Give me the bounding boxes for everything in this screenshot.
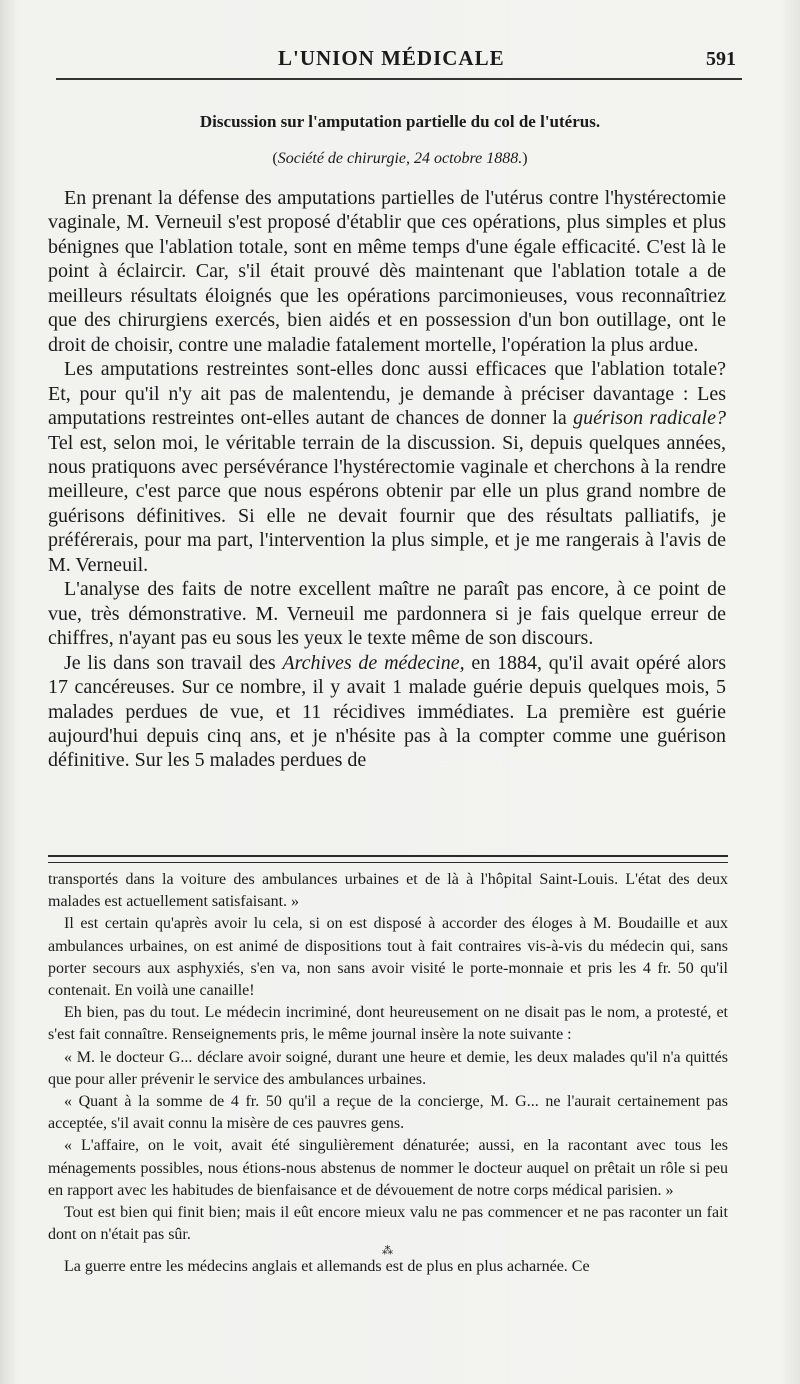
running-title: L'UNION MÉDICALE	[278, 46, 505, 70]
note-paragraph-3: Eh bien, pas du tout. Le médecin incriminé, dont heureusement on ne disait pas le nom, a protesté, et s'est fait connaître. Renseignements pris, le même journal insère la note suivante :	[48, 1004, 728, 1044]
note-paragraph-6: « L'affaire, on le voit, avait été singulièrement dénaturée; aussi, en la racontant avec tous les ménagements possibles, nous étions-nous abstenus de nommer le docteur auquel on prêtait un rôle si peu en rapport avec les habitudes de bienfaisance et de dévouement de notre corps médical parisien. »	[48, 1137, 728, 1199]
section-title: Discussion sur l'amputation partielle du col de l'utérus.	[199, 112, 601, 131]
note-paragraph-5: « Quant à la somme de 4 fr. 50 qu'il a reçue de la concierge, M. G... ne l'aurait certainement pas acceptée, s'il avait connu la misère de ces pauvres gens.	[48, 1093, 728, 1133]
paragraph-4-italic: Archives de médecine,	[282, 651, 465, 674]
main-text	[48, 186, 726, 773]
page-header	[48, 38, 748, 78]
subtitle-close: )	[522, 150, 528, 167]
paragraph-2-italic: guérison radicale?	[573, 407, 726, 430]
page-number: 591	[706, 48, 736, 70]
paragraph-2	[48, 357, 726, 577]
note-paragraph-4: « M. le docteur G... déclare avoir soigné, durant une heure et demie, les deux malades qu'il n'a quittés que pour aller prévenir le service des ambulances urbaines.	[48, 1048, 728, 1088]
notes-section	[48, 869, 728, 1279]
subtitle-source: Société de chirurgie, 24 octobre 1888.	[277, 150, 523, 167]
paragraph-3: L'analyse des faits de notre excellent maître ne paraît pas encore, à ce point de vue, très démonstrative. M. Verneuil me pardonnera si je fais quelque erreur de chiffres, n'ayant pas eu sous les yeux le texte même de son discours.	[48, 578, 726, 650]
note-paragraph-1: transportés dans la voiture des ambulances urbaines et de là à l'hôpital Saint-Louis. L'état des deux malades est actuellement satisfaisant. »	[48, 871, 728, 911]
paragraph-4-text-b: en 1884, qu'il avait opéré alors 17 cancéreuses. Sur ce nombre, il y avait 1 malade guérie depuis quelques mois, 5 malades perdues de vue, et 11 récidives immédiates. La première est guérie aujourd'hui depuis cinq ans, et je n'hésite pas à la compter comme une guérison définitive. Sur les 5 malades perdues de	[48, 651, 726, 772]
paragraph-4	[48, 651, 726, 773]
paragraph-1: En prenant la défense des amputations partielles de l'utérus contre l'hystérectomie vaginale, M. Verneuil s'est proposé d'établir que ces opérations, plus simples et plus bénignes que l'ablation totale, sont en même temps d'une égale efficacité. C'est là le point à éclaircir. Car, s'il était prouvé dès maintenant que l'ablation totale a de meilleurs résultats éloignés que les opérations parcimonieuses, vous reconnaîtriez que des chirurgiens exercés, bien aidés et en possession d'un bon outillage, ont le droit de choisir, contre une maladie fatalement mortelle, l'opération la plus ardue.	[48, 187, 726, 356]
section-subtitle	[60, 150, 740, 168]
subtitle-open: (	[272, 150, 278, 167]
note-paragraph-2: Il est certain qu'après avoir lu cela, si on est disposé à accorder des éloges à M. Boudaille et aux ambulances urbaines, on est animé de dispositions tout à fait contraires vis-à-vis du médecin qui, sans porter secours aux asphyxiés, s'en va, non sans avoir visité le porte-monnaie et pris les 4 fr. 50 qu'il contenait. En voilà une canaille!	[48, 915, 728, 1000]
note-paragraph-8: La guerre entre les médecins anglais et allemands est de plus en plus acharnée. Ce	[64, 1258, 590, 1276]
notes-separator	[48, 855, 728, 863]
asterism: ⁂	[382, 1245, 394, 1258]
note-paragraph-7: Tout est bien qui finit bien; mais il eût encore mieux valu ne pas commencer et ne pas raconter un fait dont on n'était pas sûr.	[48, 1204, 728, 1244]
paragraph-2-text-a: Les amputations restreintes sont-elles donc aussi efficaces que l'ablation totale? Et, pour qu'il n'y ait pas de malentendu, je demande à préciser davantage : Les amputations restreintes ont-elles autant de chances de donner la	[48, 358, 726, 430]
header-rule	[56, 78, 742, 80]
paragraph-4-text-a: Je lis dans son travail des	[64, 651, 283, 674]
paragraph-2-text-b: Tel est, selon moi, le véritable terrain de la discussion. Si, depuis quelques années, nous pratiquons avec persévérance l'hystérectomie vaginale et cherchons à la rendre meilleure, c'est parce que nous espérons obtenir par elle un plus grand nombre de guérisons définitives. Si elle ne devait fournir que des résultats palliatifs, je préférerais, pour ma part, l'intervention la plus simple, et je me rangerais à l'avis de M. Verneuil.	[48, 431, 726, 576]
